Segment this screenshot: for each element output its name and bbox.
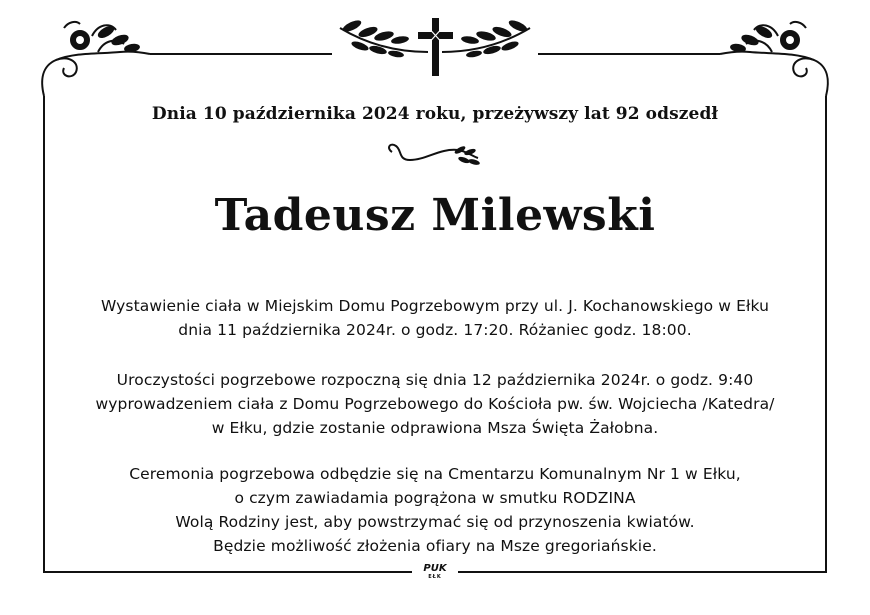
paragraph-line: w Ełku, gdzie zostanie odprawiona Msza Święta Żałobna. (211, 419, 659, 437)
logo-text: PUK (423, 563, 447, 574)
paragraph-funeral (44, 368, 826, 440)
death-announcement-intro: Dnia 10 października 2024 roku, przeżywszy lat 92 odszedł (151, 104, 719, 124)
paragraph-line: Ceremonia pogrzebowa odbędzie się na Cmentarzu Komunalnym Nr 1 w Ełku, (129, 465, 741, 483)
paragraph-line: dnia 11 października 2024r. o godz. 17:20. Różaniec godz. 18:00. (178, 321, 692, 339)
deceased-name: Tadeusz Milewski (214, 190, 656, 241)
paragraph-line: Wolą Rodziny jest, aby powstrzymać się od przynoszenia kwiatów. (175, 513, 695, 531)
paragraph-ceremony (44, 462, 826, 558)
puk-logo (417, 564, 453, 580)
logo-subtext: EŁK (428, 574, 442, 580)
paragraph-line: wyprowadzeniem ciała z Domu Pogrzebowego do Kościoła pw. św. Wojciecha /Katedra/ (95, 395, 775, 413)
leaf-swirl-divider-icon (389, 145, 480, 166)
paragraph-line: Będzie możliwość złożenia ofiary na Msze gregoriańskie. (213, 537, 657, 555)
paragraph-line: o czym zawiadamia pogrążona w smutku RODZINA (234, 489, 636, 507)
paragraph-line: Wystawienie ciała w Miejskim Domu Pogrzebowym przy ul. J. Kochanowskiego w Ełku (100, 297, 769, 315)
paragraph-line: Uroczystości pogrzebowe rozpoczną się dnia 12 października 2024r. o godz. 9:40 (116, 371, 754, 389)
paragraph-viewing (44, 294, 826, 342)
cross-with-branches-icon (340, 18, 530, 76)
floral-corner-left-icon (42, 22, 150, 96)
floral-corner-right-icon (720, 22, 828, 96)
